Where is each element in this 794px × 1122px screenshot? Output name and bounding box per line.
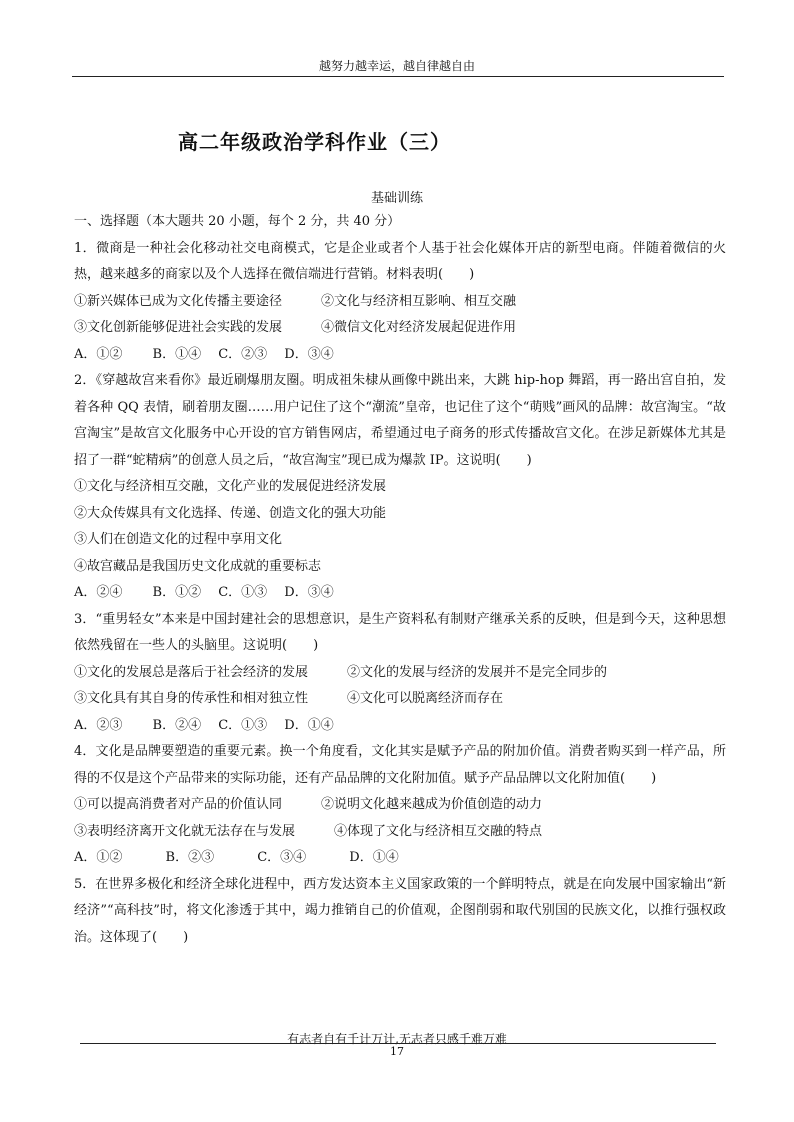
question-3-options-row-2: ③文化具有其自身的传承性和相对独立性 ④文化可以脱离经济而存在 bbox=[74, 691, 504, 706]
question-3-choices: A．②③ B．②④ C．①③ D．①④ bbox=[74, 717, 334, 733]
question-4-options-row-1: ①可以提高消费者对产品的价值认同 ②说明文化越来越成为价值创造的动力 bbox=[74, 797, 543, 812]
question-1-options-row-1: ①新兴媒体已成为文化传播主要途径 ②文化与经济相互影响、相互交融 bbox=[74, 293, 517, 309]
question-4-stem: 4．文化是品牌要塑造的重要元素。换一个角度看，文化其实是赋予产品的附加价值。消费者购买到一样产品，所得的不仅是这个产品带来的实际功能，还有产品品牌的文化附加值。赋予产品品牌以文化附加值( ) bbox=[74, 744, 726, 786]
question-3-stem: 3．“重男轻女”本来是中国封建社会的思想意识，是生产资料私有制财产继承关系的反映，但是到今天，这种思想依然残留在一些人的头脑里。这说明( ) bbox=[74, 611, 726, 653]
footer-divider bbox=[80, 1043, 716, 1044]
section-heading: 一、选择题（本大题共 20 小题，每个 2 分，共 40 分） bbox=[74, 214, 401, 229]
section-title: 基础训练 bbox=[370, 191, 423, 206]
question-2-option-1: ①文化与经济相互交融，文化产业的发展促进经济发展 bbox=[74, 479, 387, 494]
question-content bbox=[74, 209, 726, 951]
question-1-stem: 1．微商是一种社会化移动社交电商模式，它是企业或者个人基于社会化媒体开店的新型电商。伴随着微信的火热，越来越多的商家以及个人选择在微信端进行营销。材料表明( ) bbox=[74, 240, 726, 282]
page-number: 17 bbox=[390, 1045, 404, 1058]
question-2-choices: A．②④ B．①② C．①③ D．③④ bbox=[74, 585, 334, 600]
footer-motto: 有志者自有千计万计,无志者只感千难万难 bbox=[287, 1032, 507, 1046]
question-2-option-2: ②大众传媒具有文化选择、传递、创造文化的强大功能 bbox=[74, 505, 387, 521]
question-4-choices: A．①② B．②③ C．③④ D．①④ bbox=[74, 850, 399, 865]
document-title: 高二年级政治学科作业（三） bbox=[178, 130, 451, 154]
question-3-options-row-1: ①文化的发展总是落后于社会经济的发展 ②文化的发展与经济的发展并不是完全同步的 bbox=[74, 664, 608, 680]
question-4-options-row-2: ③表明经济离开文化就无法存在与发展 ④体现了文化与经济相互交融的特点 bbox=[74, 823, 543, 839]
question-1-options-row-2: ③文化创新能够促进社会实践的发展 ④微信文化对经济发展起促进作用 bbox=[74, 320, 517, 335]
header-divider bbox=[72, 76, 724, 77]
question-2-stem: 2．《穿越故宫来看你》最近刷爆朋友圈。明成祖朱棣从画像中跳出来，大跳 hip-hop 舞蹈，再一路出宫自拍，发着各种 QQ 表情，刷着朋友圈……用户记住了这个“潮流”皇帝，也记住了这个“萌贱”画风的品牌：故宫淘宝。“故宫淘宝”是故宫文化服务中心开设的官方销售网店，希望通过电子商务的形式传播故宫文化。在涉足新媒体尤其是招了一群“蛇精病”的创意人员之后，“故宫淘宝”现已成为爆款 IP。这说明( ) bbox=[74, 373, 726, 468]
question-2-option-4: ④故宫藏品是我国历史文化成就的重要标志 bbox=[74, 558, 322, 574]
question-2-option-3: ③人们在创造文化的过程中享用文化 bbox=[74, 532, 283, 547]
header-motto: 越努力越幸运，越自律越自由 bbox=[318, 59, 475, 73]
question-1-choices: A．①② B．①④ C．②③ D．③④ bbox=[74, 346, 334, 362]
question-5-stem: 5．在世界多极化和经济全球化进程中，西方发达资本主义国家政策的一个鲜明特点，就是在向发展中国家输出“新经济”“高科技”时，将文化渗透于其中，竭力推销自己的价值观，企图削弱和取代别国的民族文化，以推行强权政治。这体现了( ) bbox=[74, 876, 726, 945]
